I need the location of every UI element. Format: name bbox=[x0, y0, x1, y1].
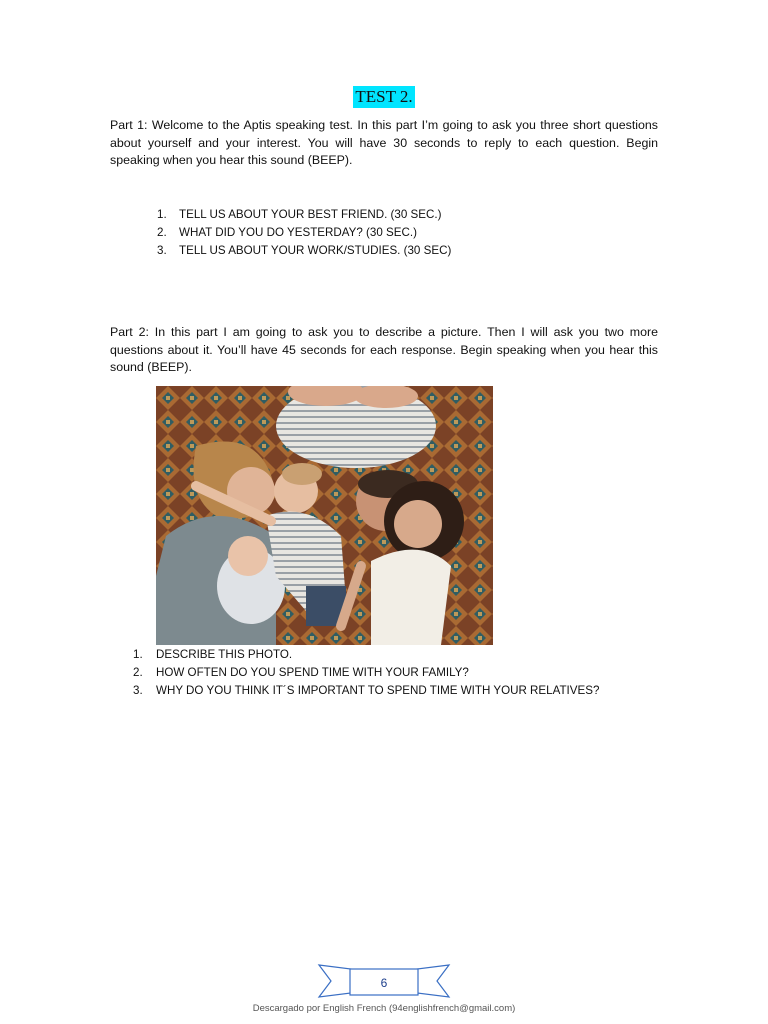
list-number: 1. bbox=[133, 648, 143, 661]
question-text: TELL US ABOUT YOUR WORK/STUDIES. (30 SEC) bbox=[179, 244, 452, 257]
question-text: DESCRIBE THIS PHOTO. bbox=[156, 648, 293, 661]
list-number: 3. bbox=[157, 244, 167, 257]
footer-credit: Descargado por English French (94englishfrench@gmail.com) bbox=[252, 1003, 516, 1014]
list-item bbox=[157, 242, 451, 260]
list-item bbox=[133, 682, 599, 700]
list-item bbox=[157, 206, 451, 224]
list-item bbox=[133, 664, 599, 682]
list-number: 1. bbox=[157, 208, 167, 221]
page-title: TEST 2. bbox=[355, 87, 413, 106]
question-text: HOW OFTEN DO YOU SPEND TIME WITH YOUR FAMILY? bbox=[156, 666, 469, 679]
list-number: 3. bbox=[133, 684, 143, 697]
part1-instructions: Part 1: Welcome to the Aptis speaking test. In this part I’m going to ask you three short questions about yourself and your interest. You will have 30 seconds to reply to each question. Begin speaking when you hear this sound (BEEP). bbox=[110, 118, 658, 167]
list-item bbox=[133, 646, 599, 664]
family-photo bbox=[156, 386, 493, 645]
question-text: TELL US ABOUT YOUR BEST FRIEND. (30 SEC.) bbox=[179, 208, 442, 221]
list-number: 2. bbox=[133, 666, 143, 679]
part2-instructions: Part 2: In this part I am going to ask you to describe a picture. Then I will ask you two more questions about it. You’ll have 45 seconds for each response. Begin speaking when you hear this sound (BEEP). bbox=[110, 325, 658, 374]
question-text: WHAT DID YOU DO YESTERDAY? (30 SEC.) bbox=[179, 226, 417, 239]
list-item bbox=[157, 224, 451, 242]
part2-question-list bbox=[133, 646, 599, 700]
page-number: 6 bbox=[380, 976, 388, 990]
list-number: 2. bbox=[157, 226, 167, 239]
question-text: WHY DO YOU THINK IT´S IMPORTANT TO SPEND TIME WITH YOUR RELATIVES? bbox=[156, 684, 600, 697]
title-wrap bbox=[0, 86, 768, 108]
part1-question-list bbox=[157, 206, 451, 260]
